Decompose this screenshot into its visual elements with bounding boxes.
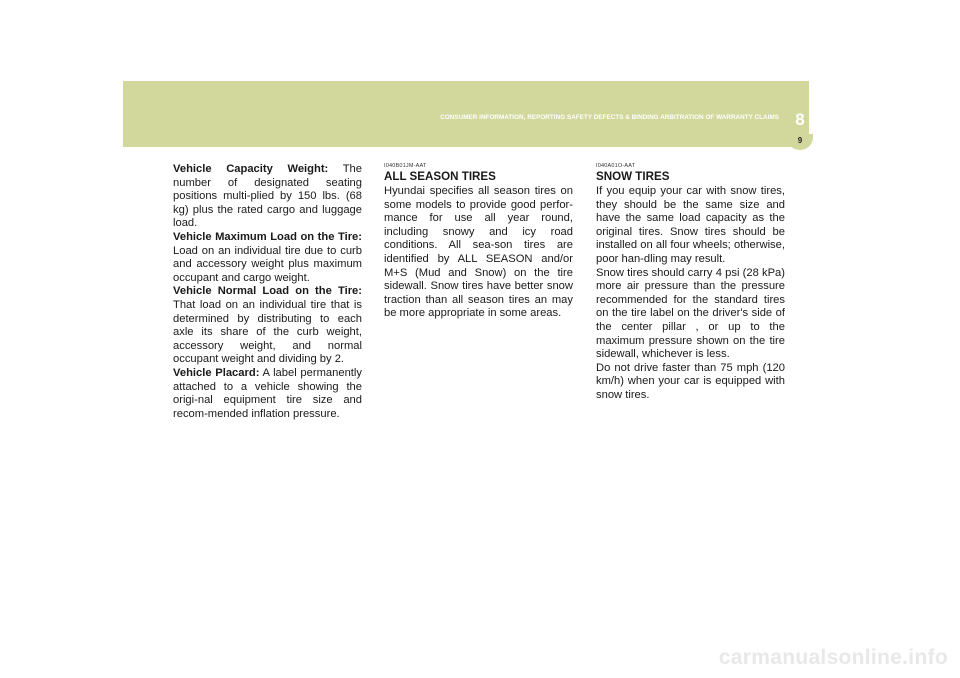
body-paragraph: Do not drive faster than 75 mph (120 km/h) when your car is equipped with snow tires. xyxy=(596,361,785,401)
section-header-band xyxy=(123,81,809,147)
body-paragraph: Snow tires should carry 4 psi (28 kPa) more air pressure than the pressure recommended for the standard tires on the tire label on the driver's side of the center pillar , or up to the maximum pressure shown on the tire sidewall, whichever is less. xyxy=(596,266,785,361)
body-paragraph: If you equip your car with snow tires, they should be the same size and have the same load capacity as the original tires. Snow tires should be installed on all four wheels; otherwise, poor han-dling may result. xyxy=(596,185,785,265)
section-title: CONSUMER INFORMATION, REPORTING SAFETY DEFECTS & BINDING ARBITRATION OF WARRANTY CLAIMS xyxy=(440,114,779,121)
definition-capacity-weight xyxy=(173,163,362,231)
definition-term: Vehicle Maximum Load on the Tire: xyxy=(173,230,362,243)
definitions-column xyxy=(173,163,362,421)
definition-term: Vehicle Capacity Weight: xyxy=(173,163,329,175)
body-paragraph: Hyundai specifies all season tires on some models to provide good perfor-mance for use all year round, including snowy and icy road conditions. All sea-son tires are identified by ALL SEASON and/or M+S (Mud and Snow) on the tire sidewall. Snow tires have better snow traction than all season tires an may be more appropriate in some areas. xyxy=(384,185,573,320)
definition-text: Load on an individual tire due to curb and accessory weight plus maximum occupant and cargo weight. xyxy=(173,244,362,284)
definition-text: A label permanently attached to a vehicle showing the origi-nal equipment tire size and recom-mended inflation pressure. xyxy=(173,366,362,420)
section-heading: SNOW TIRES xyxy=(596,170,670,183)
snow-tires-column xyxy=(596,163,785,403)
page-tab xyxy=(787,134,813,150)
chapter-number: 8 xyxy=(795,110,805,129)
definition-term: Vehicle Placard: xyxy=(173,366,260,379)
definition-maximum-load xyxy=(173,231,362,285)
section-code: I040A01O-AAT xyxy=(596,163,636,169)
definition-normal-load xyxy=(173,285,362,367)
section-heading: ALL SEASON TIRES xyxy=(384,170,496,183)
definition-text: That load on an individual tire that is determined by distributing to each axle its share of the curb weight, accessory weight, and normal occupant weight and dividing by 2. xyxy=(173,298,362,366)
watermark: carmanualsonline.info xyxy=(718,646,948,669)
all-season-tires-column xyxy=(384,163,573,321)
section-code: I040B01JM-AAT xyxy=(384,163,427,169)
page-number: 9 xyxy=(797,136,803,145)
definition-vehicle-placard xyxy=(173,367,362,421)
definition-term: Vehicle Normal Load on the Tire: xyxy=(173,285,362,298)
definition-text: The number of designated seating positions multi-plied by 150 lbs. (68 kg) plus the rated cargo and luggage load. xyxy=(173,163,362,230)
